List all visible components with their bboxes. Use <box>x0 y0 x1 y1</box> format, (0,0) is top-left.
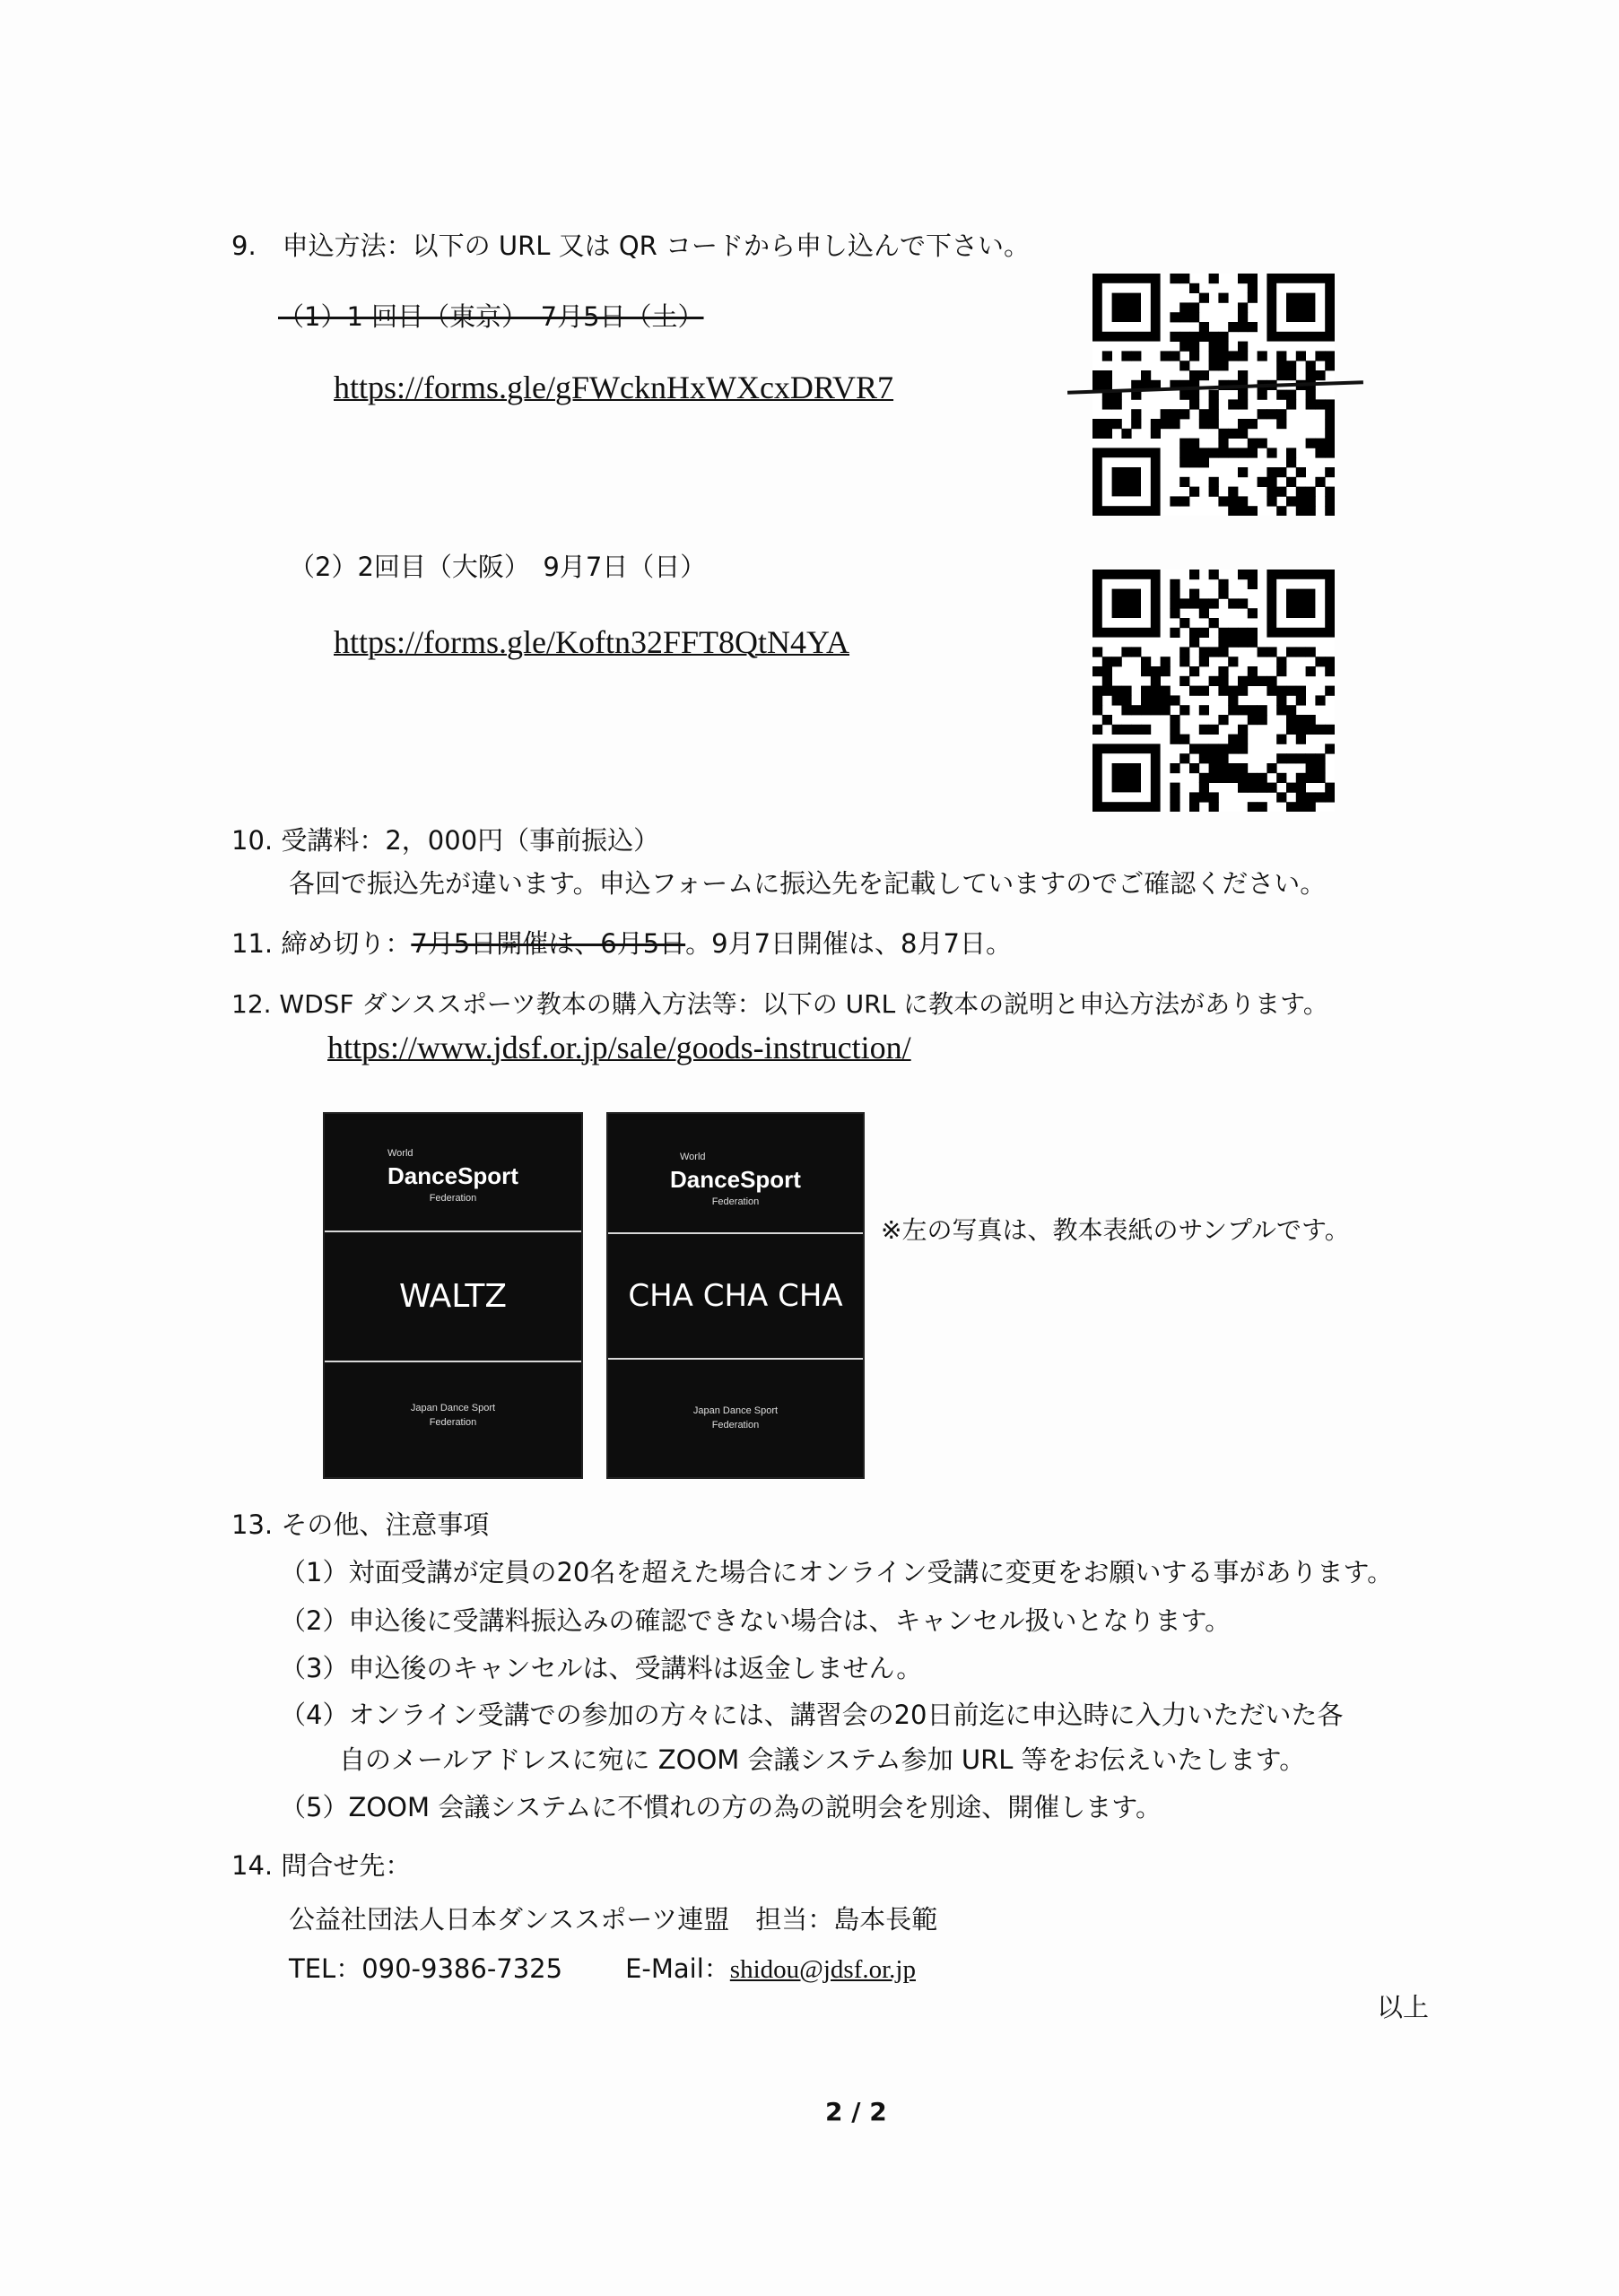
session1-url[interactable]: https://forms.gle/gFWcknHxWXcxDRVR7 <box>334 370 894 405</box>
book-cover-waltz <box>323 1112 583 1479</box>
item9-heading: 9. 申込方法：以下の URL 又は QR コードから申し込んで下さい。 <box>231 230 1031 261</box>
item10-heading: 10. 受講料：2，000円（事前振込） <box>231 825 660 856</box>
email-label: E-Mail： <box>625 1953 730 1984</box>
note-1: （1）対面受講が定員の20名を超えた場合にオンライン受講に変更をお願いする事があります。 <box>280 1557 1394 1587</box>
note-5: （5）ZOOM 会議システムに不慣れの方の為の説明会を別途、開催します。 <box>280 1792 1162 1822</box>
book-cover-cha-cha-cha <box>606 1112 865 1479</box>
item12-heading: 12. WDSF ダンススポーツ教本の購入方法等：以下の URL に教本の説明と申込方法があります。 <box>231 989 1328 1019</box>
contact-line <box>289 1951 916 1987</box>
book-title: WALTZ <box>398 1278 507 1315</box>
book-logo-main: DanceSport <box>387 1162 518 1189</box>
session2-url[interactable]: https://forms.gle/Koftn32FFT8QtN4YA <box>334 624 850 660</box>
book-footer-line2: Federation <box>711 1420 760 1431</box>
book-footer-line2: Federation <box>429 1417 477 1428</box>
item10-note: 各回で振込先が違います。申込フォームに振込先を記載していますのでご確認ください。 <box>289 868 1327 899</box>
book-logo-top: World <box>387 1148 413 1159</box>
note-4-cont: 自のメールアドレスに宛に ZOOM 会議システム参加 URL 等をお伝えいたします。 <box>339 1744 1306 1775</box>
note-3: （3）申込後のキャンセルは、受講料は返金しません。 <box>280 1653 923 1683</box>
item13-heading: 13. その他、注意事項 <box>231 1509 490 1540</box>
book-divider <box>325 1361 581 1362</box>
page-number: 2 / 2 <box>825 2097 887 2126</box>
item11-deadline <box>231 926 1012 961</box>
contact-tel: TEL：090-9386-7325 <box>289 1953 563 1984</box>
book-logo-sub: Federation <box>429 1193 477 1204</box>
closing-text: 以上 <box>1377 1992 1430 2022</box>
book-footer-line1: Japan Dance Sport <box>410 1403 496 1413</box>
deadline-rest: 。9月7日開催は、8月7日。 <box>685 928 1012 959</box>
book-divider <box>608 1358 863 1360</box>
deadline-struck: 7月5日開催は、6月5日 <box>411 928 686 959</box>
book-divider <box>325 1231 581 1232</box>
deadline-label: 11. 締め切り： <box>231 928 412 959</box>
item12-url[interactable]: https://www.jdsf.or.jp/sale/goods-instruction/ <box>327 1030 911 1065</box>
session2-label: （2）2回目（大阪） 9月7日（日） <box>289 552 707 582</box>
session1-label: （1）1 回目（東京） 7月5日（土） <box>278 301 704 332</box>
book-logo-main: DanceSport <box>670 1166 801 1193</box>
contact-email[interactable]: shidou@jdsf.or.jp <box>729 1955 916 1984</box>
contact-org: 公益社団法人日本ダンススポーツ連盟 担当：島本長範 <box>289 1904 938 1935</box>
book-divider <box>608 1232 863 1234</box>
book-title: CHA CHA CHA <box>628 1278 843 1314</box>
note-4: （4）オンライン受講での参加の方々には、講習会の20日前迄に申込時に入力いただいた各 <box>280 1700 1344 1730</box>
book-logo-sub: Federation <box>711 1196 760 1207</box>
item14-heading: 14. 問合せ先： <box>231 1850 412 1881</box>
qr-code-session2 <box>1092 570 1335 812</box>
book-footer-line1: Japan Dance Sport <box>692 1405 779 1416</box>
photo-note: ※左の写真は、教本表紙のサンプルです。 <box>881 1215 1350 1245</box>
note-2: （2）申込後に受講料振込みの確認できない場合は、キャンセル扱いとなります。 <box>280 1605 1232 1636</box>
book-logo-top: World <box>680 1152 706 1162</box>
qr-code-session1 <box>1092 274 1335 516</box>
